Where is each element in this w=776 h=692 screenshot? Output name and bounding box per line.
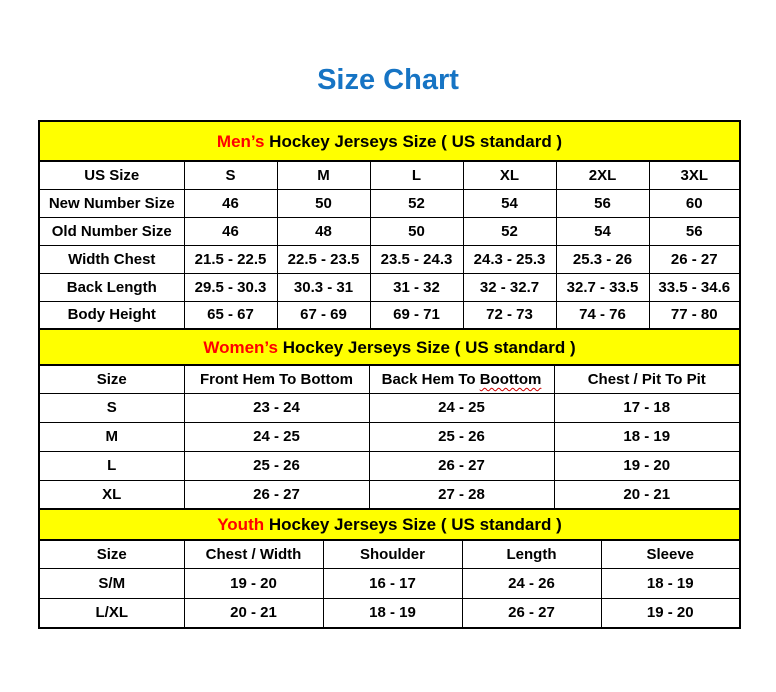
size-value: 74 - 76 (556, 301, 649, 329)
column-header: XL (463, 161, 556, 189)
table-row (39, 217, 740, 245)
row-label: L/XL (39, 598, 184, 628)
size-value: 52 (370, 189, 463, 217)
size-value: 25 - 26 (184, 451, 369, 480)
table-row (39, 598, 740, 628)
banner-title-text: Hockey Jerseys Size ( US standard ) (277, 337, 576, 357)
size-value: 48 (277, 217, 370, 245)
column-header: US Size (39, 161, 184, 189)
size-value: 24 - 25 (184, 422, 369, 451)
table-row (39, 393, 740, 422)
row-label: L (39, 451, 184, 480)
size-value: 18 - 19 (554, 422, 740, 451)
row-label: New Number Size (39, 189, 184, 217)
size-value: 54 (463, 189, 556, 217)
size-value: 20 - 21 (554, 480, 740, 509)
size-value: 30.3 - 31 (277, 273, 370, 301)
row-label: Old Number Size (39, 217, 184, 245)
size-value: 77 - 80 (649, 301, 740, 329)
womens-size-table (38, 364, 741, 510)
column-header: Size (39, 540, 184, 568)
size-value: 19 - 20 (601, 598, 740, 628)
banner-title-text: Hockey Jerseys Size ( US standard ) (264, 131, 563, 151)
column-header: Front Hem To Bottom (184, 365, 369, 393)
table-row (39, 568, 740, 598)
size-value: 29.5 - 30.3 (184, 273, 277, 301)
size-value: 69 - 71 (370, 301, 463, 329)
size-value: 21.5 - 22.5 (184, 245, 277, 273)
column-header: 3XL (649, 161, 740, 189)
row-label: S/M (39, 568, 184, 598)
banner-accent-word: Women’s (203, 337, 278, 357)
column-header: Sleeve (601, 540, 740, 568)
size-value: 24 - 26 (462, 568, 601, 598)
size-value: 52 (463, 217, 556, 245)
size-value: 19 - 20 (554, 451, 740, 480)
table-row (39, 451, 740, 480)
row-label: Width Chest (39, 245, 184, 273)
size-value: 24.3 - 25.3 (463, 245, 556, 273)
banner-title-text: Hockey Jerseys Size ( US standard ) (264, 515, 562, 534)
size-value: 32 - 32.7 (463, 273, 556, 301)
column-header: 2XL (556, 161, 649, 189)
row-label: M (39, 422, 184, 451)
header-row (39, 365, 740, 393)
mens-size-table (38, 160, 741, 330)
size-value: 26 - 27 (369, 451, 554, 480)
misspelled-word: Boottom (479, 370, 542, 388)
size-value: 22.5 - 23.5 (277, 245, 370, 273)
row-label: Back Length (39, 273, 184, 301)
size-value: 56 (649, 217, 740, 245)
column-header: S (184, 161, 277, 189)
size-value: 33.5 - 34.6 (649, 273, 740, 301)
banner-accent-word: Youth (217, 515, 265, 534)
size-value: 50 (277, 189, 370, 217)
table-row (39, 480, 740, 509)
row-label: Body Height (39, 301, 184, 329)
column-header: L (370, 161, 463, 189)
banner-accent-word: Men’s (216, 131, 265, 151)
column-header: Size (39, 365, 184, 393)
size-value: 18 - 19 (323, 598, 462, 628)
size-value: 54 (556, 217, 649, 245)
size-value: 56 (556, 189, 649, 217)
size-chart-tables (38, 120, 741, 629)
size-value: 26 - 27 (462, 598, 601, 628)
size-value: 24 - 25 (369, 393, 554, 422)
size-value: 26 - 27 (649, 245, 740, 273)
size-value: 60 (649, 189, 740, 217)
column-header: Chest / Width (184, 540, 323, 568)
size-value: 32.7 - 33.5 (556, 273, 649, 301)
size-value: 67 - 69 (277, 301, 370, 329)
size-value: 46 (184, 189, 277, 217)
column-header: M (277, 161, 370, 189)
table-row (39, 422, 740, 451)
size-value: 65 - 67 (184, 301, 277, 329)
table-row (39, 301, 740, 329)
size-value: 19 - 20 (184, 568, 323, 598)
header-row (39, 540, 740, 568)
column-header: Chest / Pit To Pit (554, 365, 740, 393)
section-banner-womens (38, 328, 741, 366)
column-header: Shoulder (323, 540, 462, 568)
size-value: 72 - 73 (463, 301, 556, 329)
column-header: Length (462, 540, 601, 568)
table-row (39, 245, 740, 273)
size-value: 23.5 - 24.3 (370, 245, 463, 273)
size-value: 25.3 - 26 (556, 245, 649, 273)
page-title: Size Chart (317, 64, 459, 96)
size-value: 27 - 28 (369, 480, 554, 509)
youth-size-table (38, 539, 741, 629)
section-banner-mens (38, 120, 741, 162)
size-value: 23 - 24 (184, 393, 369, 422)
size-value: 46 (184, 217, 277, 245)
size-value: 20 - 21 (184, 598, 323, 628)
table-row (39, 273, 740, 301)
size-value: 26 - 27 (184, 480, 369, 509)
size-value: 31 - 32 (370, 273, 463, 301)
table-row (39, 189, 740, 217)
size-value: 16 - 17 (323, 568, 462, 598)
column-header: Back Hem To Boottom (369, 365, 554, 393)
header-row (39, 161, 740, 189)
size-value: 25 - 26 (369, 422, 554, 451)
row-label: S (39, 393, 184, 422)
size-value: 50 (370, 217, 463, 245)
size-value: 18 - 19 (601, 568, 740, 598)
size-value: 17 - 18 (554, 393, 740, 422)
section-banner-youth (38, 508, 741, 541)
row-label: XL (39, 480, 184, 509)
